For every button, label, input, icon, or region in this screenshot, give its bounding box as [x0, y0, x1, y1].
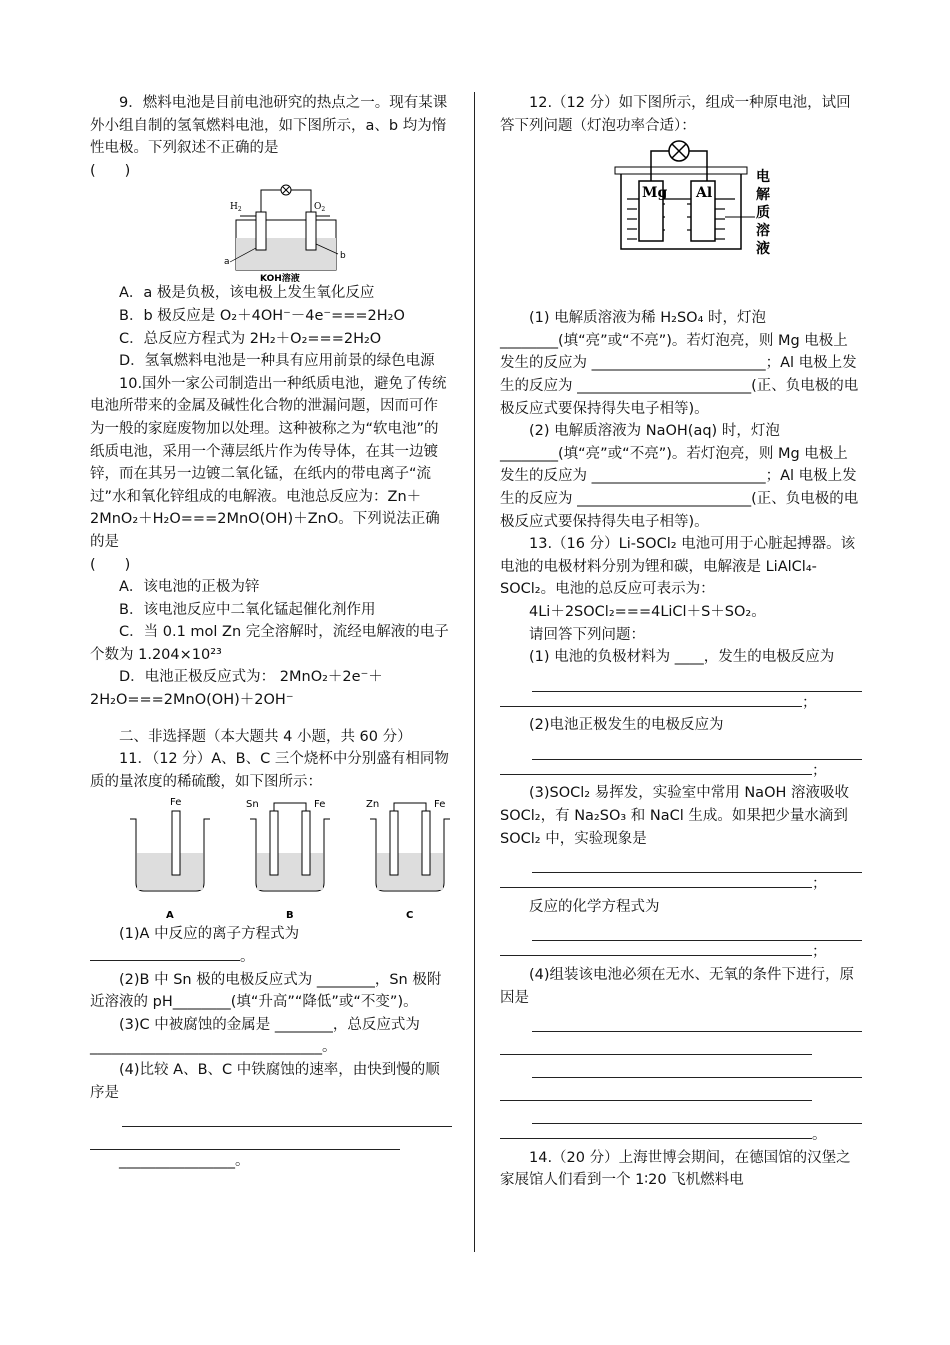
q10-answer-paren: ( ): [90, 556, 131, 573]
q13-part1: (1) 电池的负极材料为 ____，发生的电极反应为: [529, 649, 835, 666]
q13-stem: 13.（16 分）Li-SOCl₂ 电池可用于心脏起搏器。该电池的电极材料分别为锂和碳，电解液是 LiAlCl₄-SOCl₂。电池的总反应可表示为：: [500, 536, 856, 598]
q11-stem: 11．（12 分）A、B、C 三个烧杯中分别盛有相同物质的量浓度的稀硫酸，如下图所示：: [90, 751, 449, 790]
koh-caption: KOH溶液: [260, 274, 300, 283]
column-divider: [474, 92, 475, 1252]
q11-answer-line-2[interactable]: [90, 1127, 400, 1150]
beaker-c: [366, 799, 450, 921]
q11-part1: (1)A 中反应的离子方程式为: [119, 926, 300, 943]
q12-cell-figure: [500, 137, 862, 307]
q10-option-c: C．当 0.1 mol Zn 完全溶解时，流经电解液的电子个数为 1.204×10²³: [90, 624, 449, 663]
q9-option-d: D．氢氧燃料电池是一种具有应用前景的绿色电源: [119, 353, 435, 370]
a-fe-label: Fe: [170, 797, 182, 809]
q9-option-b: B．b 极反应是 O₂＋4OH⁻－4e⁻===2H₂O: [119, 307, 405, 324]
q13-p3-line-1[interactable]: [532, 850, 862, 873]
beaker-b: [246, 799, 330, 921]
q13-equation: 4Li＋2SOCl₂===4LiCl＋S＋SO₂。: [529, 603, 766, 620]
q13-p2-line-2[interactable]: ；: [500, 760, 862, 783]
electrode-b-label: b: [340, 251, 346, 262]
beaker-b-label: B: [286, 910, 294, 922]
q10-option-d: D．电池正极反应式为： 2MnO₂＋2e⁻＋2H₂O===2MnO(OH)＋2OH⁻: [90, 669, 383, 709]
beaker-a-label: A: [166, 910, 174, 922]
q12-part2: (2) 电解质溶液为 NaOH(aq) 时，灯泡________(填“亮”或“不亮”)。若灯泡亮，则 Mg 电极上发生的反应为 ________________________；Al 电极上发生的反应为 ________________________(正、负电极的电极反应式要保持得失电子相等)。: [500, 423, 859, 530]
electrode-a-label: a: [224, 257, 230, 268]
o2-label: $O_2$: [314, 202, 326, 214]
q13-p3-line-2[interactable]: ；: [500, 873, 862, 896]
q13-part3: (3)SOCl₂ 易挥发，实验室中常用 NaOH 溶液吸收 SOCl₂，有 Na₂SO₃ 和 NaCl 生成。如果把少量水滴到 SOCl₂ 中，实验现象是: [500, 785, 849, 847]
q13-p3b-line-1[interactable]: [532, 918, 862, 941]
q11-part4: (4)比较 A、B、C 中铁腐蚀的速率，由快到慢的顺序是: [90, 1062, 440, 1101]
left-column: [90, 92, 452, 1173]
q9-option-c: C．总反应方程式为 2H₂＋O₂===2H₂O: [119, 330, 382, 347]
q9-option-a: A．a 极是负极，该电极上发生氧化反应: [119, 285, 375, 302]
q13-part2: (2)电池正极发生的电极反应为: [529, 717, 724, 734]
q13-p4-line-3[interactable]: [532, 1055, 862, 1078]
q12-part1: (1) 电解质溶液为稀 H₂SO₄ 时，灯泡________(填“亮”或“不亮”)。若灯泡亮，则 Mg 电极上发生的反应为 ________________________；Al 电极上发生的反应为 ________________________(正、负电极的电极反应式要保持得失电子相等)。: [500, 310, 859, 417]
beaker-a: [130, 797, 210, 921]
b-sn-label: Sn: [246, 799, 259, 811]
q13-ask: 请回答下列问题：: [529, 626, 645, 643]
q11-part2: (2)B 中 Sn 极的电极反应式为 ________，Sn 极附近溶液的 pH________(填“升高”“降低”或“不变”)。: [90, 971, 442, 1011]
q11-part3: (3)C 中被腐蚀的金属是 ________，总反应式为 ________________________________。: [90, 1016, 420, 1056]
c-zn-label: Zn: [366, 799, 380, 811]
q10-stem: 10.国外一家公司制造出一种纸质电池，避免了传统电池所带来的金属及碱性化合物的泄漏问题，因而可作为一般的家庭废物加以处理。这种被称之为“软电池”的纸质电池，采用一个薄层纸片作为传导体，在其一边镀锌，而在其另一边镀二氧化锰，在纸内的带电离子“流过”水和氧化锌组成的电解液。电池总反应为：Zn＋2MnO₂＋H₂O===2MnO(OH)＋ZnO。下列说法正确的是: [90, 375, 447, 550]
q13-p3b-line-2[interactable]: ；: [500, 941, 862, 964]
section-2-heading: 二、非选择题（本大题共 4 小题，共 60 分）: [119, 728, 412, 745]
al-label: Al: [696, 185, 713, 202]
q13-p1-line-1[interactable]: [532, 669, 862, 692]
q13-part3b: 反应的化学方程式为: [529, 898, 660, 915]
q9-fuel-cell-figure: [90, 182, 452, 282]
q13-p4-line-4[interactable]: [500, 1078, 812, 1101]
electrolyte-label: 电 解 质 溶 液: [756, 169, 770, 258]
mg-label: Mg: [642, 185, 668, 202]
q14-stem: 14.（20 分）上海世博会期间，在德国馆的汉堡之家展馆人们看到一个 1∶20 飞机燃料电: [500, 1149, 851, 1189]
right-column: [500, 92, 862, 1192]
q10-option-b: B．该电池反应中二氧化锰起催化剂作用: [119, 601, 376, 618]
q11-part4-end: ________________。: [119, 1153, 250, 1170]
q9-stem: 9．燃料电池是目前电池研究的热点之一。现有某课外小组自制的氢氧燃料电池，如下图所示，a、b 均为惰性电极。下列叙述不正确的是: [90, 95, 448, 157]
q13-p4-line-2[interactable]: [500, 1032, 812, 1055]
beaker-c-label: C: [406, 910, 414, 922]
q13-p4-line-6[interactable]: 。: [500, 1124, 862, 1147]
q13-p4-line-5[interactable]: [532, 1101, 862, 1124]
b-fe-label: Fe: [314, 799, 326, 811]
q11-part1-answer[interactable]: [90, 946, 452, 969]
q12-stem: 12.（12 分）如下图所示，组成一种原电池，试回答下列问题（灯泡功率合适）：: [500, 95, 851, 134]
q11-part1-end: 。: [240, 949, 255, 966]
h2-label: $H_2$: [230, 202, 242, 214]
q13-part4: (4)组装该电池必须在无水、无氧的条件下进行，原因是: [500, 967, 855, 1006]
q9-answer-paren: ( ): [90, 162, 131, 179]
q13-p1-line-2[interactable]: ；: [500, 692, 862, 715]
q13-p2-line-1[interactable]: [532, 737, 862, 760]
c-fe-label: Fe: [434, 799, 446, 811]
q10-option-a: A．该电池的正极为锌: [119, 579, 260, 596]
q11-beakers-figure: [90, 793, 452, 923]
q13-p4-line-1[interactable]: [532, 1009, 862, 1032]
q11-answer-line-1[interactable]: [122, 1104, 452, 1127]
